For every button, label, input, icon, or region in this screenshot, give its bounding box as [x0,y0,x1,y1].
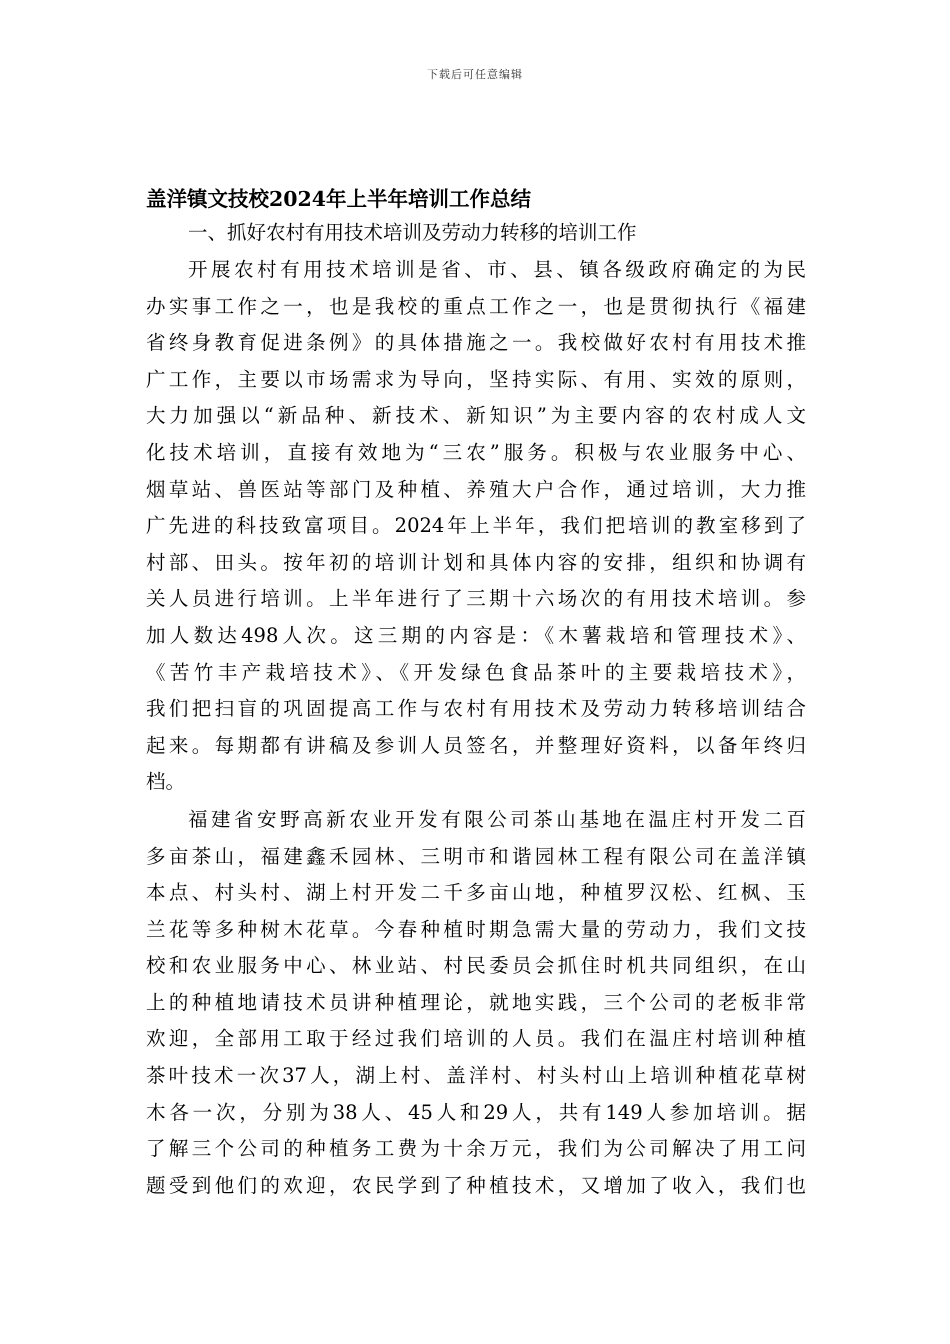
paragraph-line: 《苦竹丰产栽培技术》、《开发绿色食品茶叶的主要栽培技术》， [146,660,806,684]
paragraph-line: 广先进的科技致富项目。2024年上半年，我们把培训的教室移到了 [146,514,806,538]
paragraph-line: 校和农业服务中心、林业站、村民委员会抓住时机共同组织，在山 [146,954,806,978]
section-heading: 一、抓好农村有用技术培训及劳动力转移的培训工作 [188,221,637,244]
paragraph-line: 化技术培训，直接有效地为“三农”服务。积极与农业服务中心、 [146,440,806,464]
paragraph-line: 省终身教育促进条例》的具体措施之一。我校做好农村有用技术推 [146,331,806,355]
paragraph-line: 我们把扫盲的巩固提高工作与农村有用技术及劳动力转移培训结合 [146,697,806,721]
paragraph-line: 茶叶技术一次37人，湖上村、盖洋村、村头村山上培训种植花草树 [146,1064,806,1088]
paragraph-line: 多亩茶山，福建鑫禾园林、三明市和谐园林工程有限公司在盖洋镇 [146,844,806,868]
paragraph-line: 办实事工作之一，也是我校的重点工作之一，也是贯彻执行《福建 [146,294,806,318]
paragraph-line: 题受到他们的欢迎，农民学到了种植技术，又增加了收入，我们也 [146,1173,806,1197]
document-title: 盖洋镇文技校2024年上半年培训工作总结 [146,187,532,211]
paragraph-line: 村部、田头。按年初的培训计划和具体内容的安排，组织和协调有 [146,550,806,574]
paragraph-line: 广工作，主要以市场需求为导向，坚持实际、有用、实效的原则， [146,367,806,391]
document-body [146,184,806,1204]
paragraph-line: 烟草站、兽医站等部门及种植、养殖大户合作，通过培训，大力推 [146,477,806,501]
paragraph-line: 档。 [146,770,186,794]
paragraph-line: 木各一次，分别为38人、45人和29人，共有149人参加培训。据 [146,1100,806,1124]
paragraph-line: 欢迎，全部用工取于经过我们培训的人员。我们在温庄村培训种植 [146,1027,806,1051]
paragraph-line: 大力加强以“新品种、新技术、新知识”为主要内容的农村成人文 [146,404,806,428]
paragraph-line: 上的种植地请技术员讲种植理论，就地实践，三个公司的老板非常 [146,990,806,1014]
paragraph-line: 了解三个公司的种植务工费为十余万元，我们为公司解决了用工问 [146,1137,806,1161]
paragraph-2 [146,802,806,1205]
paragraph-line: 本点、村头村、湖上村开发二千多亩山地，种植罗汉松、红枫、玉 [146,881,806,905]
paragraph-line: 福建省安野高新农业开发有限公司茶山基地在温庄村开发二百 [188,807,806,831]
paragraph-line: 开展农村有用技术培训是省、市、县、镇各级政府确定的为民 [188,258,806,281]
paragraph-line: 起来。每期都有讲稿及参训人员签名，并整理好资料，以备年终归 [146,733,806,757]
paragraph-1 [146,252,806,801]
paragraph-line: 兰花等多种树木花草。今春种植时期急需大量的劳动力，我们文技 [146,917,806,941]
paragraph-line: 关人员进行培训。上半年进行了三期十六场次的有用技术培训。参 [146,587,806,611]
paragraph-line: 加人数达498人次。这三期的内容是：《木薯栽培和管理技术》、 [146,623,806,647]
header-note: 下载后可任意编辑 [427,68,523,81]
